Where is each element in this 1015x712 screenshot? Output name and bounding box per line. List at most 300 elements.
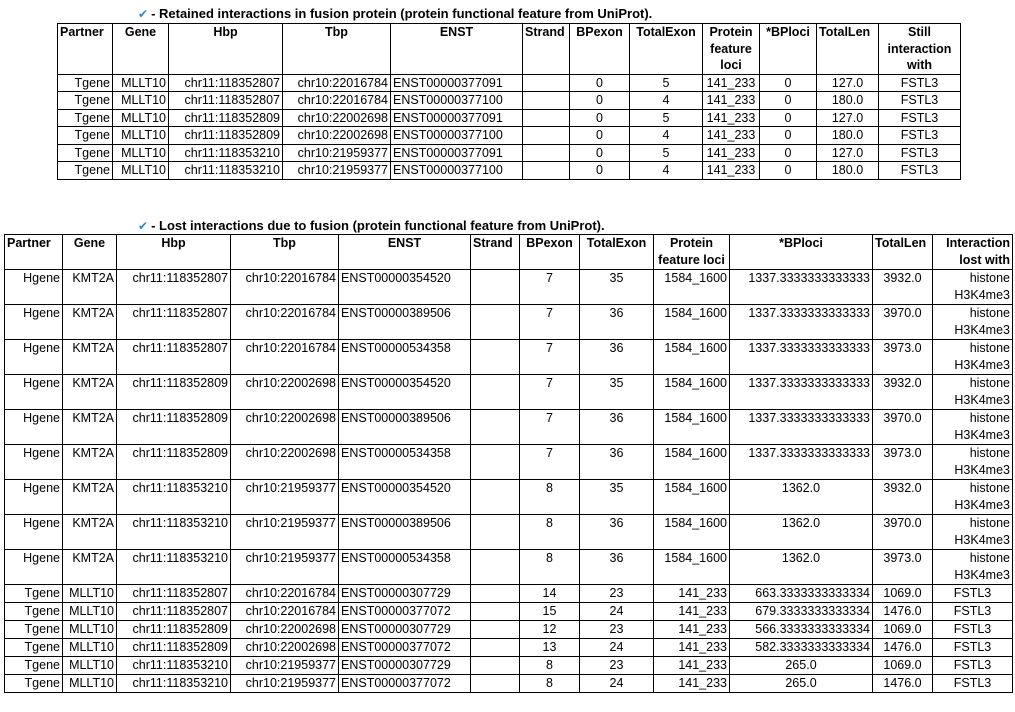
cell-tbp: chr10:21959377 [231, 657, 339, 675]
cell-tbp: chr10:22016784 [283, 74, 391, 92]
cell-enst: ENST00000377072 [339, 603, 471, 621]
cell-enst: ENST00000389506 [339, 410, 471, 445]
cell-gene: KMT2A [63, 480, 117, 515]
cell-bpexon: 7 [520, 305, 580, 340]
cell-hbp: chr11:118352807 [117, 305, 231, 340]
cell-tbp: chr10:21959377 [231, 675, 339, 693]
cell-bploci: 566.3333333333334 [730, 621, 873, 639]
cell-gene: MLLT10 [63, 603, 117, 621]
cell-interaction-with: FSTL3 [933, 639, 1013, 657]
cell-totallen: 127.0 [817, 109, 879, 127]
cell-strand [471, 480, 520, 515]
cell-tbp: chr10:22002698 [283, 127, 391, 145]
column-header-partner: Partner [58, 24, 113, 75]
cell-partner: Tgene [5, 603, 63, 621]
cell-totallen: 3970.0 [873, 515, 933, 550]
cell-totallen: 1069.0 [873, 585, 933, 603]
cell-feature-loci: 141_233 [703, 144, 760, 162]
cell-strand [471, 305, 520, 340]
cell-feature-loci: 1584_1600 [654, 270, 730, 305]
cell-strand [523, 127, 570, 145]
table-row [5, 480, 1013, 515]
cell-bploci: 0 [760, 144, 817, 162]
cell-hbp: chr11:118353210 [169, 144, 283, 162]
column-header-tbp: Tbp [283, 24, 391, 75]
cell-strand [471, 445, 520, 480]
column-header-bploci: *BPloci [730, 235, 873, 270]
cell-hbp: chr11:118352807 [169, 74, 283, 92]
cell-gene: KMT2A [63, 445, 117, 480]
cell-bploci: 1337.3333333333333 [730, 305, 873, 340]
cell-totallen: 3973.0 [873, 550, 933, 585]
cell-gene: KMT2A [63, 515, 117, 550]
cell-interaction-with: histone H3K4me3 [933, 305, 1013, 340]
table-row [58, 109, 961, 127]
cell-partner: Tgene [5, 585, 63, 603]
table-row [5, 270, 1013, 305]
cell-tbp: chr10:21959377 [283, 162, 391, 180]
cell-bpexon: 13 [520, 639, 580, 657]
cell-bpexon: 12 [520, 621, 580, 639]
cell-strand [523, 92, 570, 110]
cell-interaction-with: FSTL3 [933, 621, 1013, 639]
cell-tbp: chr10:22016784 [231, 270, 339, 305]
cell-totalexon: 23 [580, 585, 654, 603]
cell-totalexon: 5 [630, 109, 703, 127]
table-header-row [5, 235, 1013, 270]
cell-tbp: chr10:21959377 [231, 550, 339, 585]
cell-hbp: chr11:118352807 [117, 603, 231, 621]
cell-bpexon: 7 [520, 340, 580, 375]
cell-strand [523, 144, 570, 162]
cell-partner: Tgene [58, 74, 113, 92]
cell-enst: ENST00000307729 [339, 657, 471, 675]
cell-strand [471, 340, 520, 375]
table-row [5, 340, 1013, 375]
cell-interaction-with: histone H3K4me3 [933, 375, 1013, 410]
cell-strand [471, 585, 520, 603]
cell-partner: Hgene [5, 515, 63, 550]
cell-enst: ENST00000534358 [339, 340, 471, 375]
cell-totalexon: 5 [630, 74, 703, 92]
cell-partner: Hgene [5, 410, 63, 445]
table-row [5, 305, 1013, 340]
cell-totalexon: 24 [580, 675, 654, 693]
cell-hbp: chr11:118352809 [117, 445, 231, 480]
cell-enst: ENST00000377091 [391, 144, 523, 162]
cell-partner: Hgene [5, 445, 63, 480]
cell-bpexon: 8 [520, 657, 580, 675]
cell-hbp: chr11:118352807 [117, 270, 231, 305]
cell-gene: MLLT10 [113, 127, 169, 145]
cell-partner: Tgene [58, 127, 113, 145]
cell-feature-loci: 141_233 [703, 92, 760, 110]
cell-feature-loci: 1584_1600 [654, 480, 730, 515]
cell-totallen: 180.0 [817, 92, 879, 110]
cell-tbp: chr10:22002698 [231, 375, 339, 410]
cell-enst: ENST00000389506 [339, 305, 471, 340]
table-row [5, 515, 1013, 550]
cell-bpexon: 8 [520, 480, 580, 515]
cell-feature-loci: 141_233 [654, 621, 730, 639]
cell-bpexon: 0 [570, 74, 630, 92]
cell-tbp: chr10:22002698 [283, 109, 391, 127]
table-row [5, 639, 1013, 657]
cell-partner: Tgene [58, 92, 113, 110]
cell-bploci: 663.3333333333334 [730, 585, 873, 603]
cell-partner: Tgene [58, 144, 113, 162]
column-header-totalexon: TotalExon [580, 235, 654, 270]
cell-partner: Tgene [5, 639, 63, 657]
cell-tbp: chr10:22002698 [231, 410, 339, 445]
cell-interaction-with: FSTL3 [879, 127, 961, 145]
cell-totallen: 1476.0 [873, 639, 933, 657]
cell-enst: ENST00000377072 [339, 639, 471, 657]
cell-interaction-with: histone H3K4me3 [933, 480, 1013, 515]
cell-hbp: chr11:118352807 [117, 340, 231, 375]
cell-bploci: 1337.3333333333333 [730, 270, 873, 305]
table-row [5, 550, 1013, 585]
cell-hbp: chr11:118352809 [169, 127, 283, 145]
cell-hbp: chr11:118353210 [117, 550, 231, 585]
cell-totallen: 180.0 [817, 127, 879, 145]
cell-bpexon: 8 [520, 515, 580, 550]
cell-totalexon: 24 [580, 639, 654, 657]
cell-strand [471, 410, 520, 445]
cell-partner: Hgene [5, 305, 63, 340]
cell-enst: ENST00000377100 [391, 162, 523, 180]
cell-feature-loci: 1584_1600 [654, 305, 730, 340]
cell-feature-loci: 141_233 [654, 639, 730, 657]
cell-enst: ENST00000307729 [339, 585, 471, 603]
lost-interactions-table [4, 234, 1013, 693]
column-header-totalexon: TotalExon [630, 24, 703, 75]
cell-totallen: 3970.0 [873, 305, 933, 340]
cell-interaction-with: FSTL3 [879, 144, 961, 162]
cell-tbp: chr10:22002698 [231, 639, 339, 657]
cell-strand [471, 550, 520, 585]
cell-partner: Tgene [5, 675, 63, 693]
column-header-feature-loci: Protein feature loci [703, 24, 760, 75]
table-row [5, 445, 1013, 480]
cell-feature-loci: 1584_1600 [654, 550, 730, 585]
cell-gene: MLLT10 [113, 144, 169, 162]
table-row [5, 603, 1013, 621]
cell-totalexon: 36 [580, 410, 654, 445]
cell-bploci: 0 [760, 92, 817, 110]
cell-totalexon: 5 [630, 144, 703, 162]
cell-feature-loci: 1584_1600 [654, 410, 730, 445]
column-header-enst: ENST [339, 235, 471, 270]
table-row [58, 127, 961, 145]
cell-bploci: 582.3333333333334 [730, 639, 873, 657]
cell-partner: Hgene [5, 340, 63, 375]
cell-interaction-with: histone H3K4me3 [933, 340, 1013, 375]
cell-bploci: 0 [760, 127, 817, 145]
cell-enst: ENST00000534358 [339, 445, 471, 480]
cell-bploci: 1337.3333333333333 [730, 340, 873, 375]
cell-hbp: chr11:118352807 [117, 585, 231, 603]
cell-enst: ENST00000377100 [391, 127, 523, 145]
cell-hbp: chr11:118353210 [117, 675, 231, 693]
column-header-interaction-with: Interaction lost with [933, 235, 1013, 270]
cell-bpexon: 8 [520, 550, 580, 585]
cell-interaction-with: FSTL3 [933, 585, 1013, 603]
table-row [5, 621, 1013, 639]
cell-bploci: 1362.0 [730, 480, 873, 515]
cell-totallen: 3932.0 [873, 375, 933, 410]
cell-strand [471, 375, 520, 410]
cell-gene: MLLT10 [113, 74, 169, 92]
cell-totalexon: 36 [580, 305, 654, 340]
cell-hbp: chr11:118352809 [169, 109, 283, 127]
retained-title: ✔ - Retained interactions in fusion protein (protein functional feature from UniProt). [138, 6, 653, 21]
cell-totalexon: 36 [580, 550, 654, 585]
cell-tbp: chr10:21959377 [283, 144, 391, 162]
cell-hbp: chr11:118352809 [117, 410, 231, 445]
cell-tbp: chr10:21959377 [231, 515, 339, 550]
cell-partner: Hgene [5, 270, 63, 305]
column-header-bploci: *BPloci [760, 24, 817, 75]
cell-enst: ENST00000354520 [339, 375, 471, 410]
cell-tbp: chr10:21959377 [231, 480, 339, 515]
cell-interaction-with: FSTL3 [879, 109, 961, 127]
column-header-totallen: TotalLen [817, 24, 879, 75]
cell-enst: ENST00000377091 [391, 74, 523, 92]
cell-totalexon: 4 [630, 127, 703, 145]
cell-totalexon: 4 [630, 162, 703, 180]
table-row [58, 144, 961, 162]
retained-interactions-table [57, 23, 961, 180]
cell-strand [523, 162, 570, 180]
cell-bploci: 0 [760, 109, 817, 127]
cell-feature-loci: 141_233 [703, 74, 760, 92]
cell-totallen: 3932.0 [873, 270, 933, 305]
table-row [58, 74, 961, 92]
cell-interaction-with: histone H3K4me3 [933, 445, 1013, 480]
cell-gene: MLLT10 [63, 621, 117, 639]
cell-bpexon: 8 [520, 675, 580, 693]
column-header-feature-loci: Protein feature loci [654, 235, 730, 270]
cell-hbp: chr11:118353210 [117, 480, 231, 515]
cell-totalexon: 4 [630, 92, 703, 110]
cell-bploci: 0 [760, 74, 817, 92]
cell-hbp: chr11:118353210 [169, 162, 283, 180]
cell-bploci: 1362.0 [730, 515, 873, 550]
cell-bpexon: 15 [520, 603, 580, 621]
column-header-tbp: Tbp [231, 235, 339, 270]
cell-gene: KMT2A [63, 340, 117, 375]
cell-partner: Hgene [5, 480, 63, 515]
cell-bploci: 1337.3333333333333 [730, 410, 873, 445]
cell-enst: ENST00000389506 [339, 515, 471, 550]
cell-partner: Tgene [58, 162, 113, 180]
cell-totalexon: 23 [580, 657, 654, 675]
cell-interaction-with: histone H3K4me3 [933, 410, 1013, 445]
cell-strand [523, 109, 570, 127]
cell-feature-loci: 1584_1600 [654, 515, 730, 550]
cell-gene: MLLT10 [113, 109, 169, 127]
lost-title: ✔ - Lost interactions due to fusion (protein functional feature from UniProt). [138, 218, 605, 233]
cell-bpexon: 7 [520, 410, 580, 445]
table-row [5, 657, 1013, 675]
cell-hbp: chr11:118353210 [117, 515, 231, 550]
column-header-partner: Partner [5, 235, 63, 270]
column-header-hbp: Hbp [169, 24, 283, 75]
cell-enst: ENST00000377091 [391, 109, 523, 127]
column-header-bpexon: BPexon [520, 235, 580, 270]
cell-tbp: chr10:22016784 [231, 340, 339, 375]
cell-enst: ENST00000534358 [339, 550, 471, 585]
cell-gene: MLLT10 [63, 585, 117, 603]
table-row [5, 410, 1013, 445]
cell-feature-loci: 1584_1600 [654, 445, 730, 480]
cell-bploci: 1337.3333333333333 [730, 375, 873, 410]
column-header-strand: Strand [471, 235, 520, 270]
cell-hbp: chr11:118352809 [117, 639, 231, 657]
cell-gene: MLLT10 [113, 162, 169, 180]
cell-totallen: 1476.0 [873, 603, 933, 621]
cell-partner: Hgene [5, 550, 63, 585]
cell-tbp: chr10:22016784 [231, 603, 339, 621]
column-header-gene: Gene [63, 235, 117, 270]
cell-interaction-with: FSTL3 [933, 675, 1013, 693]
cell-tbp: chr10:22016784 [283, 92, 391, 110]
cell-interaction-with: FSTL3 [879, 162, 961, 180]
cell-totalexon: 23 [580, 621, 654, 639]
cell-totalexon: 36 [580, 445, 654, 480]
cell-enst: ENST00000354520 [339, 480, 471, 515]
cell-tbp: chr10:22002698 [231, 621, 339, 639]
cell-interaction-with: FSTL3 [879, 74, 961, 92]
cell-totallen: 3932.0 [873, 480, 933, 515]
cell-feature-loci: 141_233 [654, 657, 730, 675]
cell-feature-loci: 1584_1600 [654, 375, 730, 410]
cell-totallen: 1069.0 [873, 621, 933, 639]
cell-gene: MLLT10 [63, 657, 117, 675]
cell-partner: Tgene [5, 621, 63, 639]
cell-hbp: chr11:118352809 [117, 621, 231, 639]
cell-bpexon: 14 [520, 585, 580, 603]
cell-bpexon: 0 [570, 109, 630, 127]
table-row [5, 585, 1013, 603]
column-header-gene: Gene [113, 24, 169, 75]
cell-interaction-with: histone H3K4me3 [933, 515, 1013, 550]
cell-totalexon: 35 [580, 480, 654, 515]
cell-totallen: 1476.0 [873, 675, 933, 693]
cell-totallen: 3973.0 [873, 340, 933, 375]
column-header-bpexon: BPexon [570, 24, 630, 75]
cell-bploci: 265.0 [730, 657, 873, 675]
cell-bploci: 0 [760, 162, 817, 180]
cell-gene: KMT2A [63, 305, 117, 340]
cell-tbp: chr10:22016784 [231, 585, 339, 603]
cell-bploci: 679.3333333333334 [730, 603, 873, 621]
cell-bploci: 1337.3333333333333 [730, 445, 873, 480]
cell-interaction-with: histone H3K4me3 [933, 270, 1013, 305]
cell-bploci: 265.0 [730, 675, 873, 693]
column-header-hbp: Hbp [117, 235, 231, 270]
cell-feature-loci: 141_233 [703, 127, 760, 145]
column-header-totallen: TotalLen [873, 235, 933, 270]
cell-bpexon: 0 [570, 162, 630, 180]
cell-tbp: chr10:22002698 [231, 445, 339, 480]
cell-enst: ENST00000377100 [391, 92, 523, 110]
cell-bploci: 1362.0 [730, 550, 873, 585]
cell-totalexon: 36 [580, 340, 654, 375]
cell-feature-loci: 141_233 [654, 675, 730, 693]
table-row [5, 675, 1013, 693]
cell-tbp: chr10:22016784 [231, 305, 339, 340]
cell-interaction-with: histone H3K4me3 [933, 550, 1013, 585]
cell-feature-loci: 141_233 [703, 162, 760, 180]
cell-totalexon: 35 [580, 375, 654, 410]
cell-enst: ENST00000354520 [339, 270, 471, 305]
cell-gene: KMT2A [63, 550, 117, 585]
cell-feature-loci: 141_233 [703, 109, 760, 127]
cell-gene: MLLT10 [63, 675, 117, 693]
cell-totallen: 180.0 [817, 162, 879, 180]
cell-bpexon: 7 [520, 375, 580, 410]
cell-gene: MLLT10 [113, 92, 169, 110]
cell-strand [523, 74, 570, 92]
column-header-interaction-with: Still interaction with [879, 24, 961, 75]
cell-enst: ENST00000377072 [339, 675, 471, 693]
cell-interaction-with: FSTL3 [933, 603, 1013, 621]
cell-strand [471, 621, 520, 639]
column-header-enst: ENST [391, 24, 523, 75]
table-row [58, 162, 961, 180]
cell-bpexon: 7 [520, 270, 580, 305]
table-header-row [58, 24, 961, 75]
cell-hbp: chr11:118352809 [117, 375, 231, 410]
cell-hbp: chr11:118353210 [117, 657, 231, 675]
cell-strand [471, 603, 520, 621]
cell-gene: KMT2A [63, 375, 117, 410]
cell-strand [471, 270, 520, 305]
cell-interaction-with: FSTL3 [879, 92, 961, 110]
cell-gene: KMT2A [63, 410, 117, 445]
cell-feature-loci: 141_233 [654, 585, 730, 603]
cell-feature-loci: 1584_1600 [654, 340, 730, 375]
cell-enst: ENST00000307729 [339, 621, 471, 639]
checkmark-icon: ✔ [138, 219, 149, 233]
cell-partner: Hgene [5, 375, 63, 410]
cell-totalexon: 24 [580, 603, 654, 621]
column-header-strand: Strand [523, 24, 570, 75]
cell-bpexon: 0 [570, 144, 630, 162]
cell-totalexon: 36 [580, 515, 654, 550]
cell-bpexon: 7 [520, 445, 580, 480]
cell-strand [471, 675, 520, 693]
cell-bpexon: 0 [570, 127, 630, 145]
cell-feature-loci: 141_233 [654, 603, 730, 621]
cell-partner: Tgene [58, 109, 113, 127]
cell-totallen: 127.0 [817, 144, 879, 162]
cell-hbp: chr11:118352807 [169, 92, 283, 110]
cell-gene: KMT2A [63, 270, 117, 305]
cell-partner: Tgene [5, 657, 63, 675]
cell-gene: MLLT10 [63, 639, 117, 657]
cell-interaction-with: FSTL3 [933, 657, 1013, 675]
cell-strand [471, 639, 520, 657]
checkmark-icon: ✔ [138, 7, 149, 21]
cell-totallen: 3970.0 [873, 410, 933, 445]
table-row [5, 375, 1013, 410]
cell-totallen: 1069.0 [873, 657, 933, 675]
cell-strand [471, 657, 520, 675]
cell-bpexon: 0 [570, 92, 630, 110]
